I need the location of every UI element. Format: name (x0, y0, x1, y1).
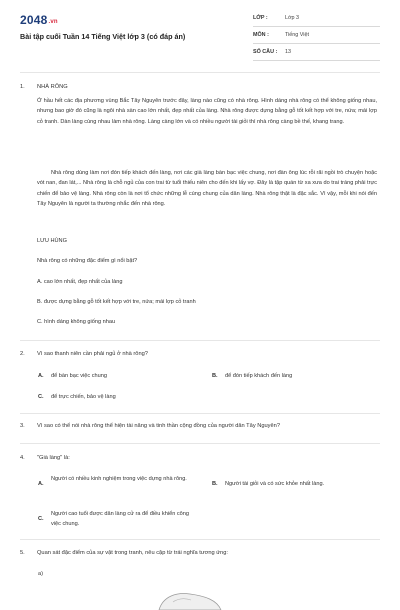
page-title: Bài tập cuối Tuần 14 Tiếng Việt lớp 3 (có đáp án) (20, 32, 186, 41)
option-letter: C. (38, 516, 44, 522)
illustration-image (155, 590, 225, 610)
question-text: Quan sát đặc điểm của sự vật trong tranh, nêu cặp từ trái nghĩa tương ứng: (37, 550, 228, 556)
meta-table (253, 12, 380, 63)
option-letter: A. (38, 481, 44, 487)
meta-key: SỐ CÂU : (253, 49, 278, 55)
question-number: 4. (20, 455, 25, 461)
question-number: 2. (20, 351, 25, 357)
sub-question-label: a) (38, 571, 43, 577)
question-text: Nhà rông có những đặc điểm gì nổi bật? (37, 258, 138, 264)
question-number: 1. (20, 84, 25, 90)
logo-suffix: .vn (48, 19, 58, 25)
meta-key: MÔN : (253, 32, 269, 38)
option-text: Người tài giỏi và có sức khỏe nhất làng. (225, 481, 325, 487)
passage-paragraph-2: Nhà rông dùng làm nơi đón tiếp khách đến làng, nơi các già làng bàn bạc việc chung, nơi đàn ông lúc rỗi rãi ngồi trò chuyện hoặc vót nan, đan lát,... Nhà rông là chỗ ngủ của con trai từ tuổi thiếu niên cho đến khi lấy vợ. Đây là tập quán từ xa xưa do trai tráng phải trực chiến để bảo vệ làng. Nhà rông còn là nơi tổ chức những lễ cúng chung của dân làng. Nhà rông thật là đặc sắc. Vì vậy, mỗi khi nói đến Tây Nguyên là người ta thường nhắc đến nhà rông. (37, 170, 377, 207)
meta-key: LỚP : (253, 15, 268, 21)
divider (20, 72, 380, 73)
meta-row-subject (253, 29, 380, 44)
question-number: 3. (20, 423, 25, 429)
divider (20, 539, 380, 540)
divider (20, 413, 380, 414)
option-letter: A. (38, 373, 44, 379)
divider (20, 340, 380, 341)
meta-value: Tiếng Việt (285, 32, 309, 38)
question-number: 5. (20, 550, 25, 556)
option-text: Người cao tuổi được dân làng cử ra để điều khiển công việc chung. (51, 511, 189, 527)
site-logo[interactable] (20, 13, 58, 27)
meta-value: Lớp 3 (285, 15, 300, 21)
meta-value: 13 (285, 49, 291, 55)
meta-row-count (253, 46, 380, 61)
passage-title: NHÀ RÔNG (37, 84, 68, 90)
option-text: để bàn bạc việc chung (51, 373, 107, 379)
question-text: Vì sao có thể nói nhà rông thể hiện tài năng và tinh thần cộng đồng của người dân Tây Nguyên? (37, 423, 281, 429)
option-letter: B. (212, 481, 218, 487)
option-text: để trực chiến, bảo vệ làng (51, 394, 116, 400)
answer-option-c[interactable]: C. hình dáng không giống nhau (37, 319, 116, 325)
question-text: Vì sao thanh niên cần phải ngủ ở nhà rông? (37, 351, 148, 357)
logo-text: 2048 (20, 13, 48, 27)
header (0, 0, 400, 70)
option-text: Người có nhiều kinh nghiệm trong việc dựng nhà rông. (51, 476, 187, 482)
question-text: "Già làng" là: (37, 455, 70, 461)
answer-option-b[interactable]: B. được dựng bằng gỗ tốt kết hợp với tre, nứa; mái lợp cỏ tranh (37, 299, 196, 305)
option-letter: C. (38, 394, 44, 400)
passage-source: LƯU HÙNG (37, 238, 67, 244)
option-letter: B. (212, 373, 218, 379)
divider (20, 443, 380, 444)
meta-row-class (253, 12, 380, 27)
answer-option-a[interactable]: A. cao lớn nhất, đẹp nhất của làng (37, 279, 123, 285)
passage-paragraph-1: Ở hầu hết các địa phương vùng Bắc Tây Nguyên trước đây, làng nào cũng có nhà rông. Hình dáng nhà rông có thể không giống nhau, nhưng bao giờ đó cũng là ngôi nhà sàn cao lớn nhất, đẹp nhất của làng. Nhà rông được dựng bằng gỗ tốt kết hợp với tre, nứa; mái lợp cỏ tranh. Dàn làng cùng nhau làm nhà rông. Làng càng lớn và có nhiều người tài giỏi thì nhà rông càng bề thế, khang trang. (37, 98, 377, 125)
option-text: để đón tiếp khách đến làng (225, 373, 293, 379)
